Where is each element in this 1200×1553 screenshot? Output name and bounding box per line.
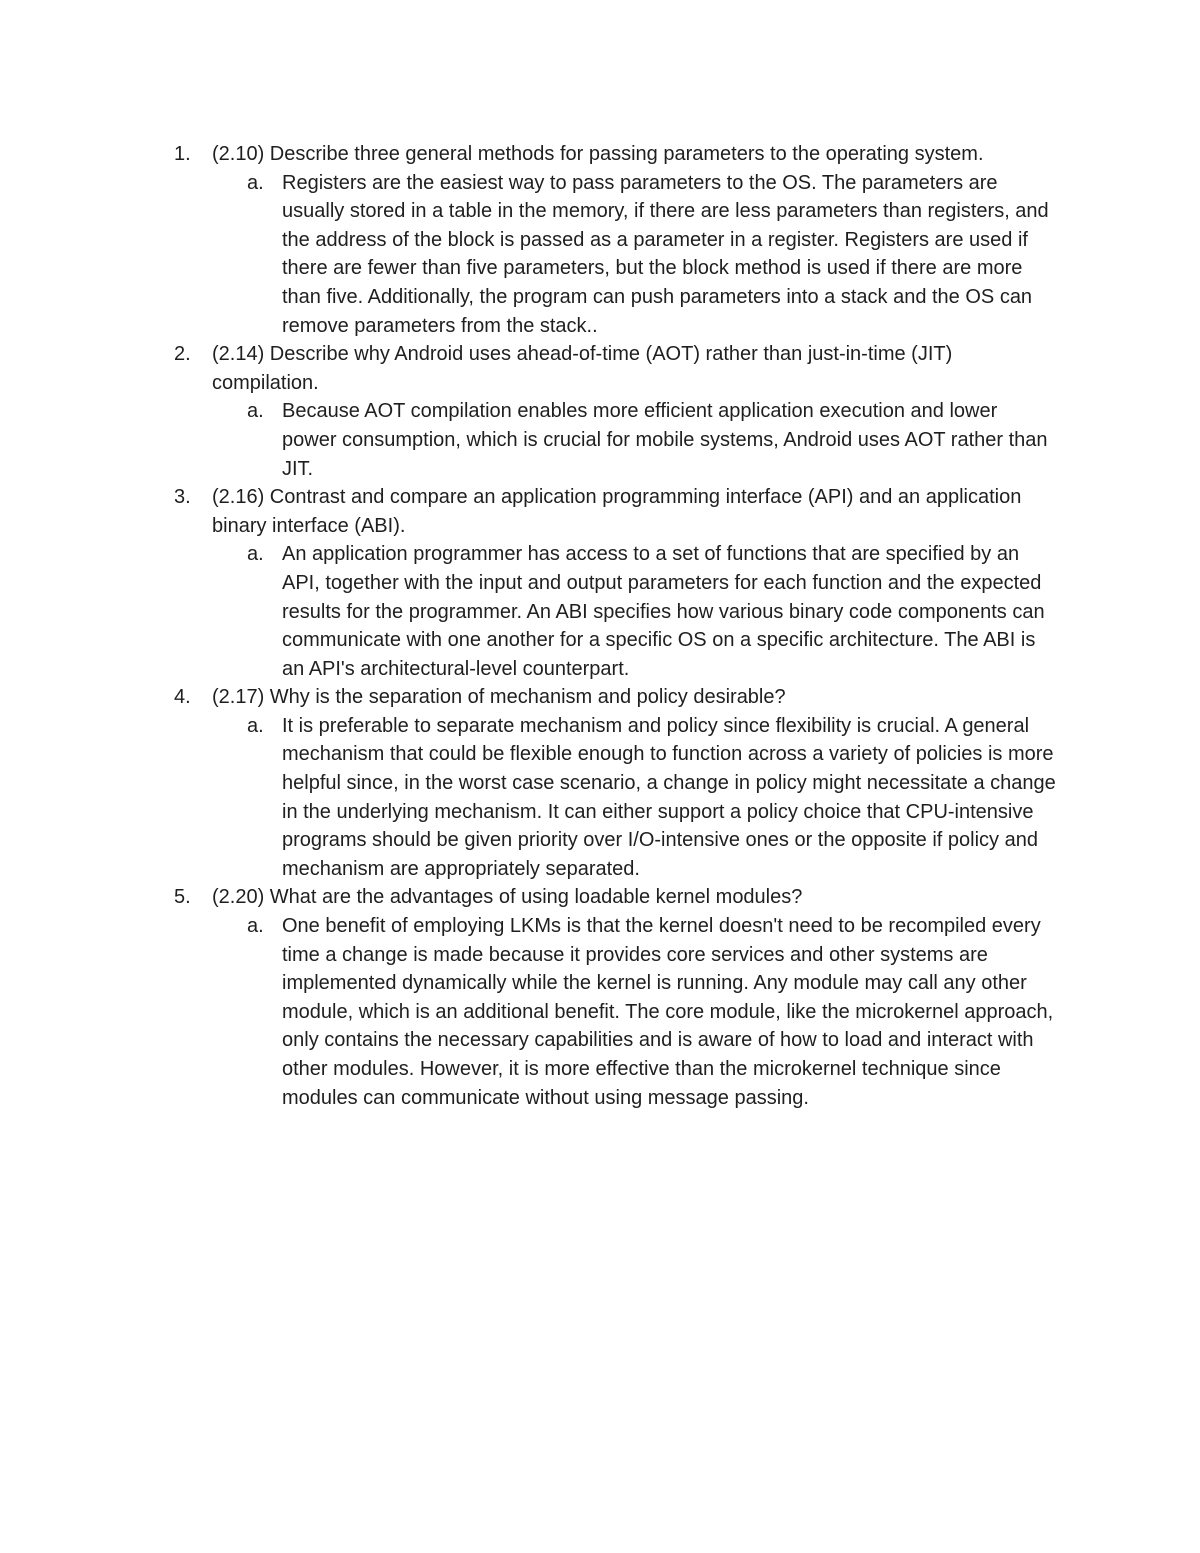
question-text: (2.10) Describe three general methods for passing parameters to the operating system. <box>212 143 984 165</box>
answer-text: Because AOT compilation enables more efficient application execution and lower power consumption, which is crucial for mobile systems, Android uses AOT rather than JIT. <box>282 400 1048 480</box>
question-item-4 <box>0 683 1062 883</box>
question-number: 3. <box>174 486 191 509</box>
answer-text: An application programmer has access to a set of functions that are specified by an API, together with the input and output parameters for each function and the expected results for the programmer. An ABI specifies how various binary code components can communicate with one another for a specific OS on a specific architecture. The ABI is an API's architectural-level counterpart. <box>282 543 1045 680</box>
answer-text: One benefit of employing LKMs is that the kernel doesn't need to be recompiled every time a change is made because it provides core services and other systems are implemented dynamically while the kernel is running. Any module may call any other module, which is an additional benefit. The core module, like the microkernel approach, only contains the necessary capabilities and is aware of how to load and interact with other modules. However, it is more effective than the microkernel technique since modules can communicate without using message passing. <box>282 915 1054 1109</box>
question-number: 2. <box>174 343 191 366</box>
answer-text: It is preferable to separate mechanism and policy since flexibility is crucial. A general mechanism that could be flexible enough to function across a variety of policies is more helpful since, in the worst case scenario, a change in policy might necessitate a change in the underlying mechanism. It can either support a policy choice that CPU-intensive programs should be given priority over I/O-intensive ones or the opposite if policy and mechanism are appropriately separated. <box>282 714 1056 880</box>
question-item-2 <box>0 340 1062 483</box>
question-number: 5. <box>174 886 191 909</box>
question-number: 1. <box>174 143 191 165</box>
answer-item <box>212 169 1057 341</box>
question-list <box>0 140 1200 1112</box>
answer-item <box>212 397 1057 483</box>
question-item-1 <box>0 140 1062 340</box>
question-item-3 <box>0 483 1062 683</box>
answer-item <box>212 540 1057 683</box>
answer-marker: a. <box>247 171 264 194</box>
question-text: (2.17) Why is the separation of mechanism and policy desirable? <box>212 686 786 709</box>
answer-item <box>212 912 1057 1112</box>
question-number: 4. <box>174 686 191 709</box>
question-text: (2.20) What are the advantages of using loadable kernel modules? <box>212 886 803 909</box>
answer-marker: a. <box>247 714 264 737</box>
question-text: (2.14) Describe why Android uses ahead-of-time (AOT) rather than just-in-time (JIT) compilation. <box>212 343 953 394</box>
question-text: (2.16) Contrast and compare an application programming interface (API) and an application binary interface (ABI). <box>212 486 1022 537</box>
answer-marker: a. <box>247 400 264 423</box>
answer-marker: a. <box>247 915 264 938</box>
answer-item <box>212 712 1057 884</box>
answer-marker: a. <box>247 543 264 566</box>
answer-text: Registers are the easiest way to pass parameters to the OS. The parameters are usually stored in a table in the memory, if there are less parameters than registers, and the address of the block is passed as a parameter in a register. Registers are used if there are fewer than five parameters, but the block method is used if there are more than five. Additionally, the program can push parameters into a stack and the OS can remove parameters from the stack.. <box>282 171 1049 337</box>
question-item-5 <box>0 883 1062 1112</box>
